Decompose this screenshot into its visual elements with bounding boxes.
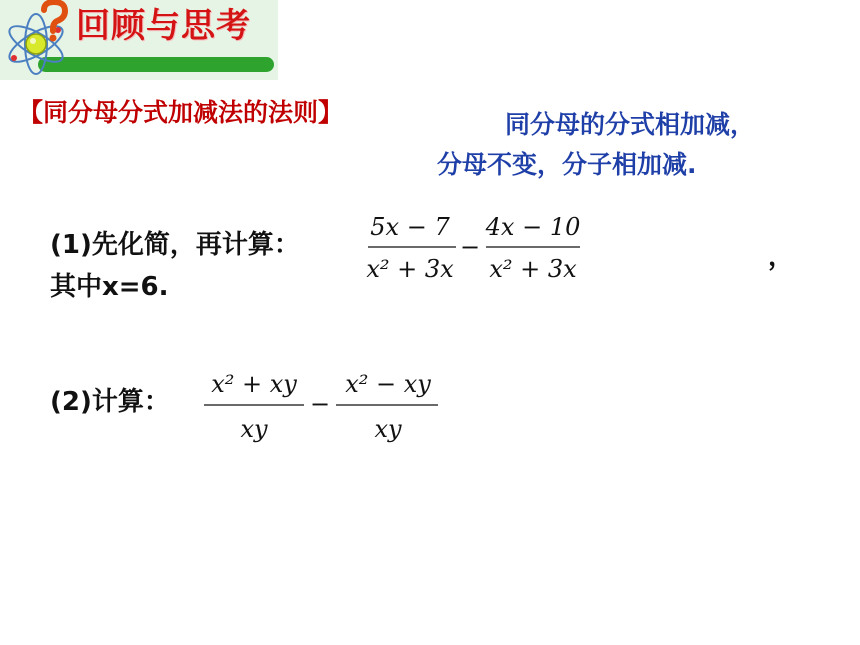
problem2-frac2-numerator: x² − xy [345, 370, 431, 398]
problem1-trailing-comma: ， [768, 242, 795, 272]
problem1-operator: − [459, 233, 481, 261]
problem1-frac1-denominator: x² + 3x [366, 255, 454, 283]
question-atom-icon [0, 0, 80, 80]
problem2-operator: − [309, 390, 331, 418]
rule-line-1: 同分母的分式相加减， [505, 110, 756, 139]
problem2-expression [198, 362, 448, 456]
problem1-frac2-denominator: x² + 3x [489, 255, 577, 283]
header-banner [0, 0, 278, 80]
problem1-expression [360, 205, 590, 289]
problem1-frac1-numerator: 5x − 7 [370, 213, 450, 241]
rule-title: 【同分母分式加减法的法则】 [18, 98, 344, 127]
problem1-label: (1)先化简，再计算： [50, 230, 300, 260]
rule-line-2: 分母不变，分子相加减. [437, 150, 697, 179]
problem2-label: (2)计算： [50, 387, 170, 417]
problem2-frac2-denominator: xy [374, 415, 402, 443]
problem2-frac1-denominator: xy [240, 415, 268, 443]
page-title: 回顾与思考 [76, 6, 251, 46]
problem1-condition: 其中x=6. [50, 272, 169, 302]
problem2-frac1-numerator: x² + xy [211, 370, 297, 398]
problem1-frac2-numerator: 4x − 10 [485, 213, 581, 241]
